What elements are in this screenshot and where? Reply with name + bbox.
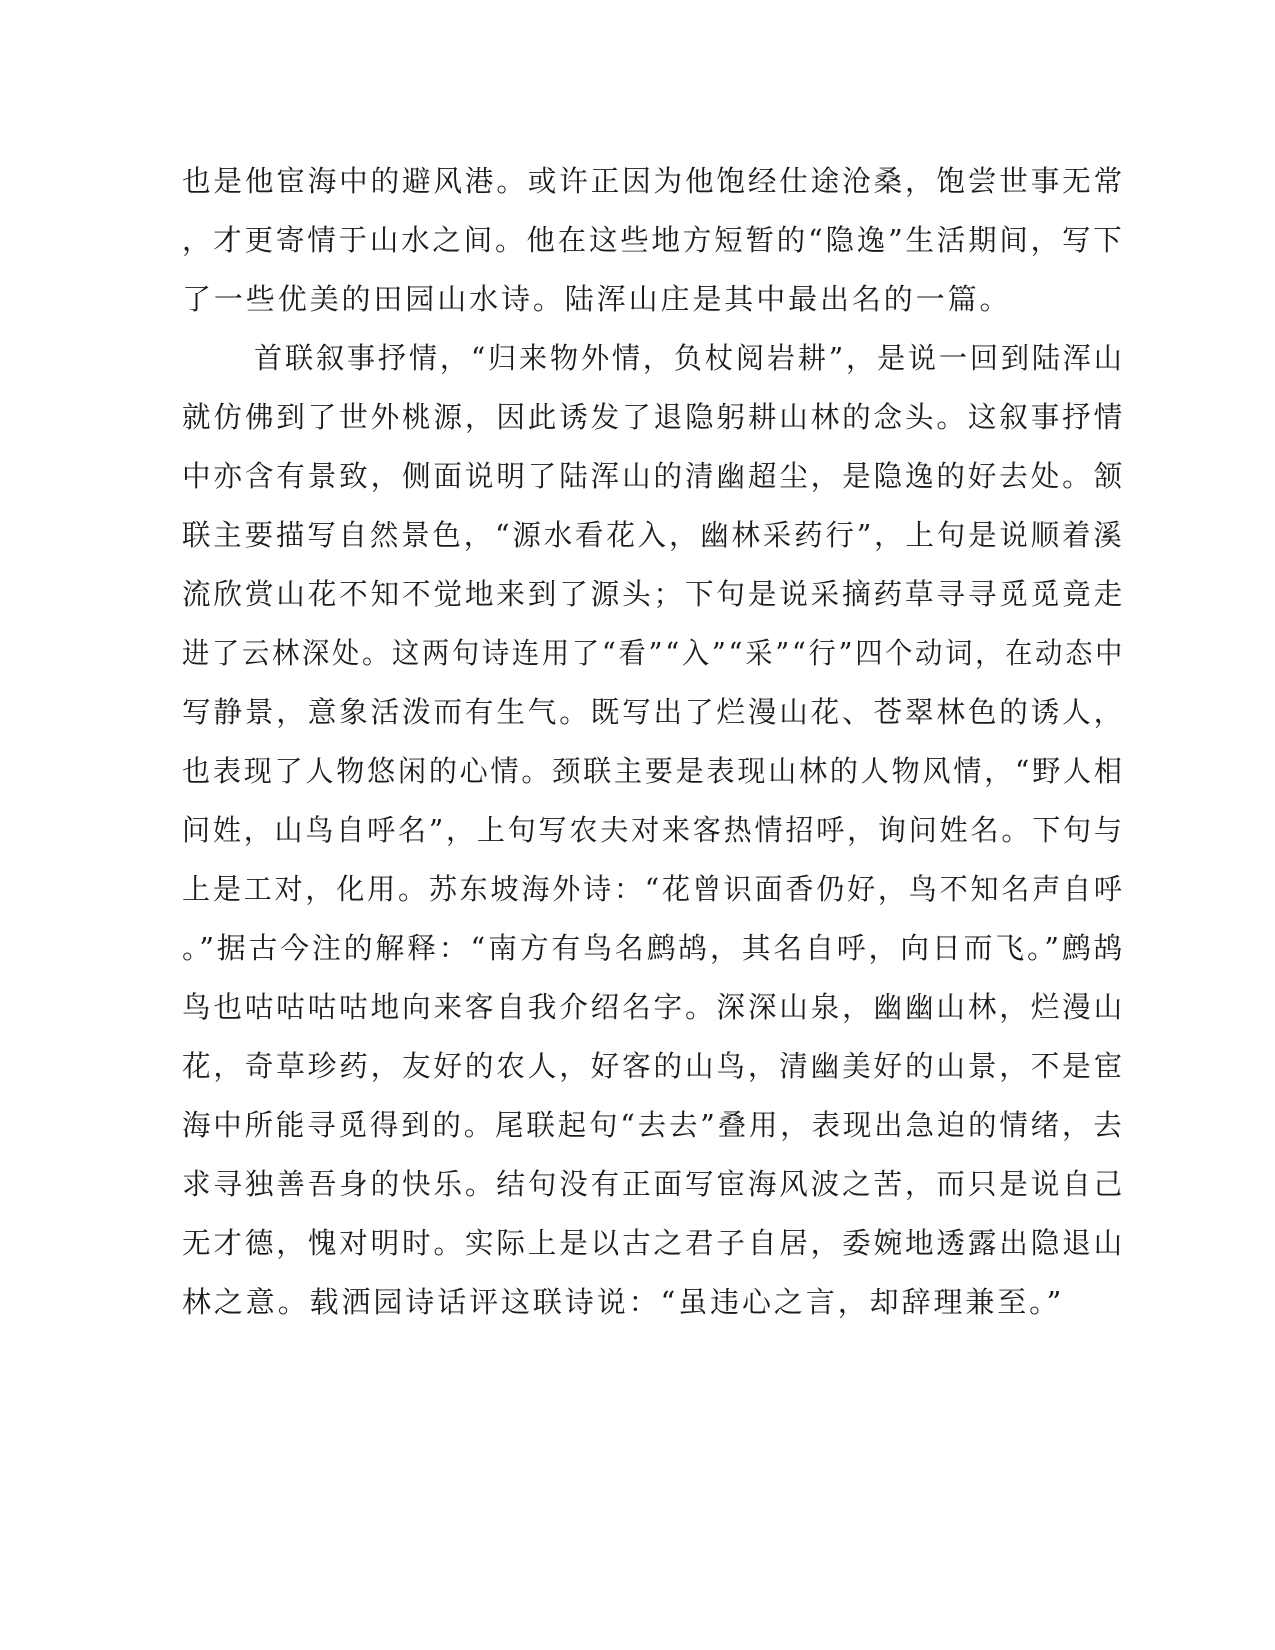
paragraph-2-line-5: 流欣赏山花不知不觉地来到了源头；下句是说采摘药草寻寻觅觅竟走 [182, 577, 1126, 611]
paragraph-2-line-1: 首联叙事抒情，“归来物外情，负杖阅岩耕”，是说一回到陆浑山 [254, 341, 1125, 375]
paragraph-2-line-6: 进了云林深处。这两句诗连用了“看”“入”“采”“行”四个动词，在动态中 [182, 636, 1126, 670]
paragraph-2-line-12: 鸟也咕咕咕咕地向来客自我介绍名字。深深山泉，幽幽山林，烂漫山 [182, 990, 1126, 1024]
paragraph-2-line-10: 上是工对，化用。苏东坡海外诗：“花曾识面香仍好，鸟不知名声自呼 [182, 872, 1125, 906]
paragraph-2-line-15: 求寻独善吾身的快乐。结句没有正面写宦海风波之苦，而只是说自己 [182, 1167, 1126, 1201]
paragraph-1-line-3: 了一些优美的田园山水诗。陆浑山庄是其中最出名的一篇。 [182, 282, 1012, 316]
paragraph-2-line-8: 也表现了人物悠闲的心情。颈联主要是表现山林的人物风情，“野人相 [182, 754, 1125, 788]
paragraph-1-line-2: ，才更寄情于山水之间。他在这些地方短暂的“隐逸”生活期间，写下 [182, 223, 1125, 257]
paragraph-2-line-16: 无才德，愧对明时。实际上是以古之君子自居，委婉地透露出隐退山 [182, 1226, 1126, 1260]
paragraph-2-line-4: 联主要描写自然景色，“源水看花入，幽林采药行”，上句是说顺着溪 [182, 518, 1125, 552]
paragraph-2-line-3: 中亦含有景致，侧面说明了陆浑山的清幽超尘，是隐逸的好去处。颔 [182, 459, 1126, 493]
paragraph-2-line-2: 就仿佛到了世外桃源，因此诱发了退隐躬耕山林的念头。这叙事抒情 [182, 400, 1126, 434]
paragraph-1-line-1: 也是他宦海中的避风港。或许正因为他饱经仕途沧桑，饱尝世事无常 [182, 164, 1126, 198]
paragraph-2-line-9: 问姓，山鸟自呼名”，上句写农夫对来客热情招呼，询问姓名。下句与 [182, 813, 1125, 847]
paragraph-2-line-11: 。”据古今注的解释：“南方有鸟名鹧鸪，其名自呼，向日而飞。”鹧鸪 [182, 931, 1126, 965]
paragraph-2-line-14: 海中所能寻觅得到的。尾联起句“去去”叠用，表现出急迫的情绪，去 [182, 1108, 1125, 1142]
paragraph-2-line-13: 花，奇草珍药，友好的农人，好客的山鸟，清幽美好的山景，不是宦 [182, 1049, 1126, 1083]
paragraph-2-line-7: 写静景，意象活泼而有生气。既写出了烂漫山花、苍翠林色的诱人， [182, 695, 1126, 729]
paragraph-2-line-17: 林之意。载洒园诗话评这联诗说：“虽违心之言，却辞理兼至。” [182, 1285, 1065, 1319]
